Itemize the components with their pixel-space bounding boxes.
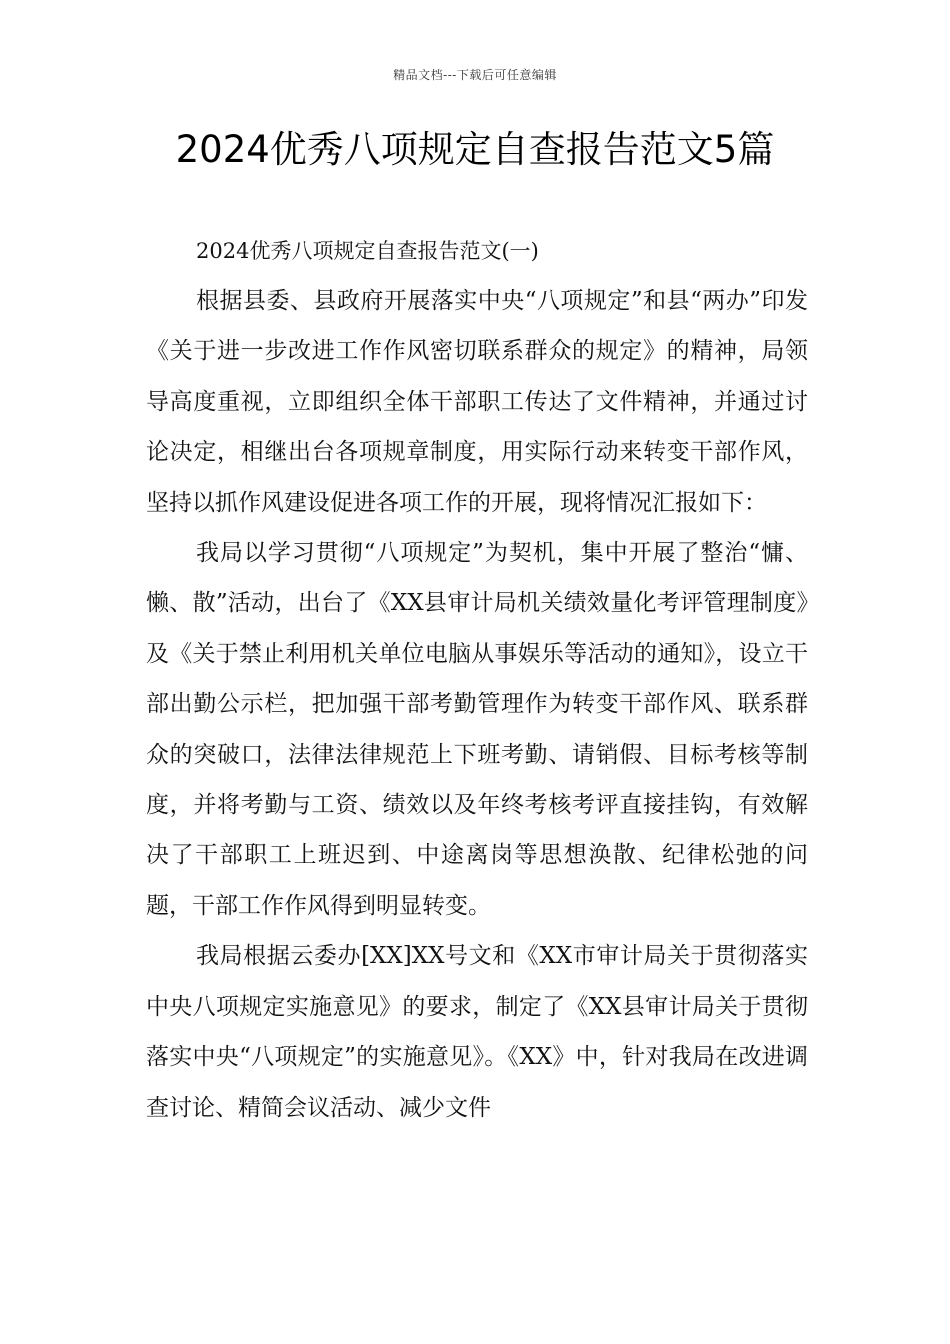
- header-note: 精品文档---下载后可任意编辑: [393, 68, 557, 82]
- paragraph-1: 根据县委、县政府开展落实中央“八项规定”和县“两办”印发《关于进一步改进工作作风密切联系群众的规定》的精神，局领导高度重视，立即组织全体干部职工传达了文件精神，并通过讨论决定，相继出台各项规章制度，用实际行动来转变干部作风，坚持以抓作风建设促进各项工作的开展，现将情况汇报如下：: [146, 288, 808, 516]
- section-title: 2024优秀八项规定自查报告范文(一): [196, 239, 539, 263]
- document-title: 2024优秀八项规定自查报告范文5篇: [175, 128, 775, 171]
- paragraph-2: 我局以学习贯彻“八项规定”为契机，集中开展了整治“慵、懒、散”活动，出台了《XX县审计局机关绩效量化考评管理制度》及《关于禁止利用机关单位电脑从事娱乐等活动的通知》，设立干部出勤公示栏，把加强干部考勤管理作为转变干部作风、联系群众的突破口，法律法律规范上下班考勤、请销假、目标考核等制度，并将考勤与工资、绩效以及年终考核考评直接挂钩，有效解决了干部职工上班迟到、中途离岗等思想涣散、纪律松弛的问题，干部工作作风得到明显转变。: [146, 540, 808, 919]
- document-body: [146, 226, 808, 1133]
- paragraph-3: 我局根据云委办[XX]XX号文和《XX市审计局关于贯彻落实中央八项规定实施意见》的要求，制定了《XX县审计局关于贯彻落实中央“八项规定”的实施意见》。《XX》中，针对我局在改进调查讨论、精简会议活动、减少文件: [146, 943, 808, 1121]
